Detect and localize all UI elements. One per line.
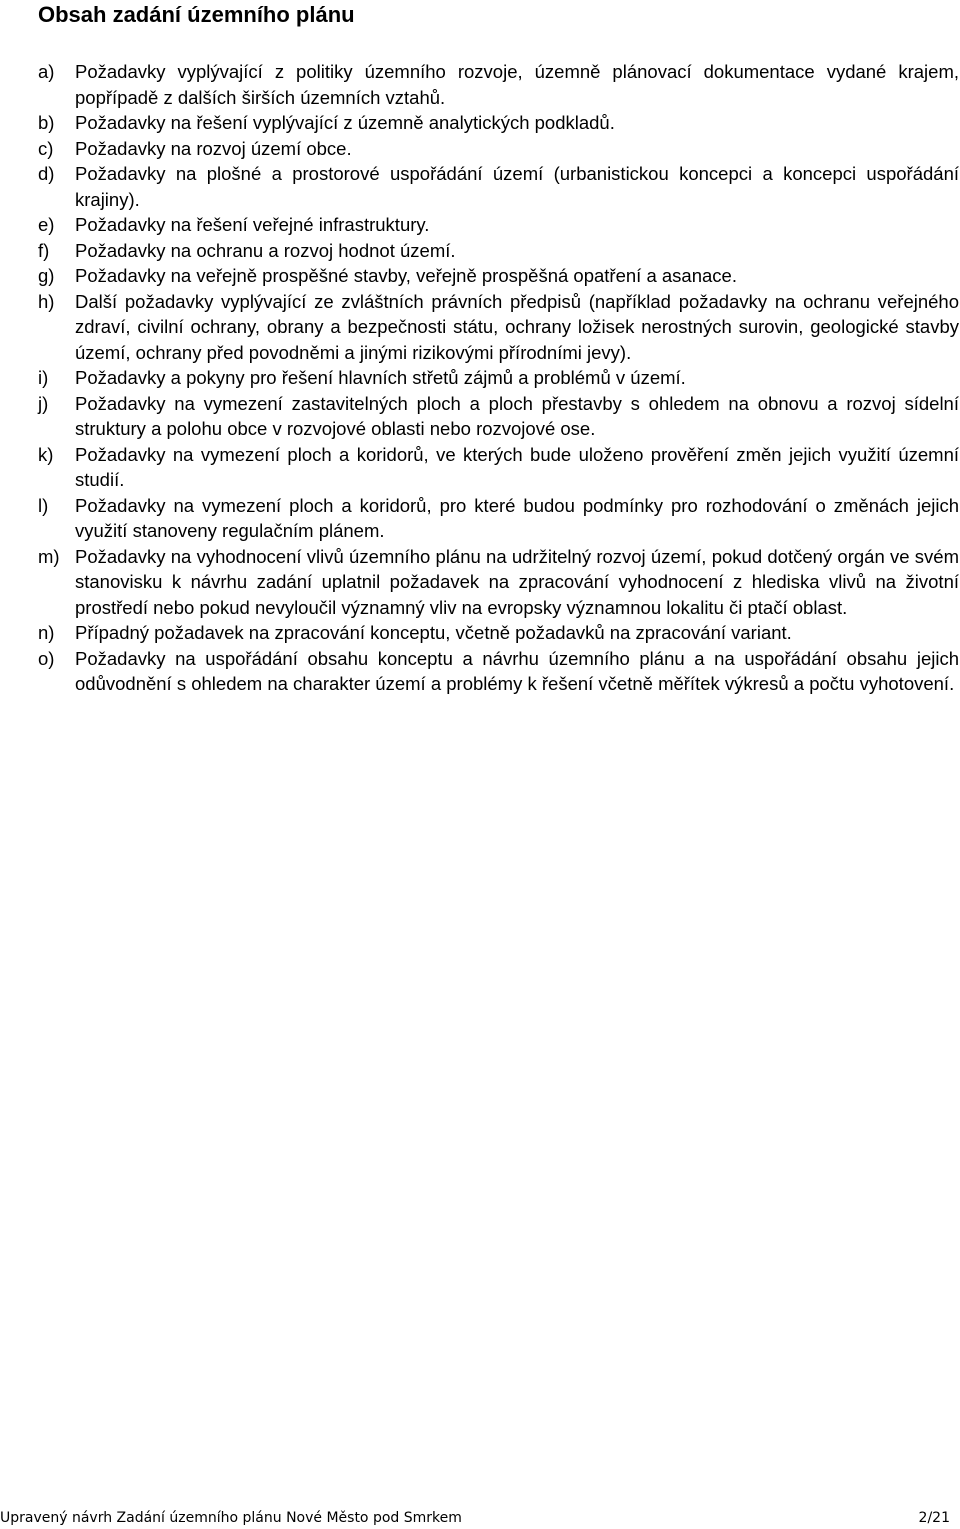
list-item-text: Požadavky na rozvoj území obce. [75,137,352,159]
list-item [38,544,959,621]
list-item-letter: a) [38,61,55,82]
list-item [38,263,959,289]
list-item-text: Požadavky na plošné a prostorové uspořádání území (urbanistickou koncepci a koncepci uspořádání krajiny). [75,163,959,210]
list-item-text: Požadavky na řešení veřejné infrastruktury. [75,214,430,235]
list-item-letter: c) [38,137,54,159]
list-item-text: Požadavky na ochranu a rozvoj hodnot území. [75,239,456,261]
footer-page-number: 2/21 [918,1510,950,1526]
footer-document-name: Upravený návrh Zadání územního plánu Nové Město pod Smrkem [0,1510,462,1526]
list-item-text: Požadavky na vymezení ploch a koridorů, ve kterých bude uloženo prověření změn jejich využití územní studií. [75,443,959,490]
list-item-text: Požadavky na uspořádání obsahu konceptu a návrhu územního plánu a na uspořádání obsahu jejich odůvodnění s ohledem na charakter území a problémy k řešení včetně měřítek výkresů a počtu vyhotovení. [75,647,959,694]
list-item [38,493,959,544]
list-item-letter: e) [38,214,55,235]
list-item-text: Požadavky vyplývající z politiky územního rozvoje, územně plánovací dokumentace vydané krajem, popřípadě z dalších širších územních vztahů. [75,61,959,108]
list-item-letter: f) [38,239,50,261]
list-item [38,442,959,493]
list-item [38,212,959,238]
list-item [38,620,959,646]
list-item-text: Další požadavky vyplývající ze zvláštních právních předpisů (například požadavky na ochranu veřejného zdraví, civilní ochrany, obrany a bezpečnosti státu, ochrany ložisek nerostných surovin, geologické stavby území, ochrany před povodněmi a jinými rizikovými přírodními jevy). [75,290,959,363]
list-item [38,161,959,212]
list-item-text: Požadavky na řešení vyplývající z územně analytických podkladů. [75,112,615,133]
list-item-text: Požadavky a pokyny pro řešení hlavních střetů zájmů a problémů v území. [75,367,686,388]
list-item-letter: i) [38,367,49,388]
list-item-letter: d) [38,163,55,184]
list-item-text: Požadavky na vymezení zastavitelných ploch a ploch přestavby s ohledem na obnovu a rozvoj sídelní struktury a polohu obce v rozvojové oblasti nebo rozvojové ose. [75,392,959,439]
list-item-text: Případný požadavek na zpracování konceptu, včetně požadavků na zpracování variant. [75,622,792,643]
list-item-text: Požadavky na vymezení ploch a koridorů, pro které budou podmínky pro rozhodování o změnách jejich využití stanoveny regulačním plánem. [75,494,959,541]
list-item-letter: h) [38,290,55,312]
list-item-text: Požadavky na veřejně prospěšné stavby, veřejně prospěšná opatření a asanace. [75,265,737,286]
list-item [38,238,959,264]
list-item [38,110,959,136]
list-item-letter: j) [38,392,49,414]
list-item [38,365,959,391]
list-item-text: Požadavky na vyhodnocení vlivů územního plánu na udržitelný rozvoj území, pokud dotčený orgán ve svém stanovisku k návrhu zadání uplatnil požadavek na zpracování vyhodnocení z hlediska vlivů na životní prostředí nebo pokud nevyloučil významný vliv na evropsky významnou lokalitu či ptačí oblast. [75,545,959,618]
requirements-list [38,59,959,697]
list-item-letter: l) [38,494,49,516]
list-item-letter: b) [38,112,55,133]
list-item-letter: m) [38,545,60,567]
list-item [38,391,959,442]
list-item-letter: o) [38,647,55,669]
list-item [38,646,959,697]
page-title: Obsah zadání územního plánu [38,2,355,27]
list-item [38,136,959,162]
list-item-letter: n) [38,622,55,643]
list-item-letter: k) [38,443,54,465]
list-item [38,59,959,110]
list-item-letter: g) [38,265,55,286]
list-item [38,289,959,366]
